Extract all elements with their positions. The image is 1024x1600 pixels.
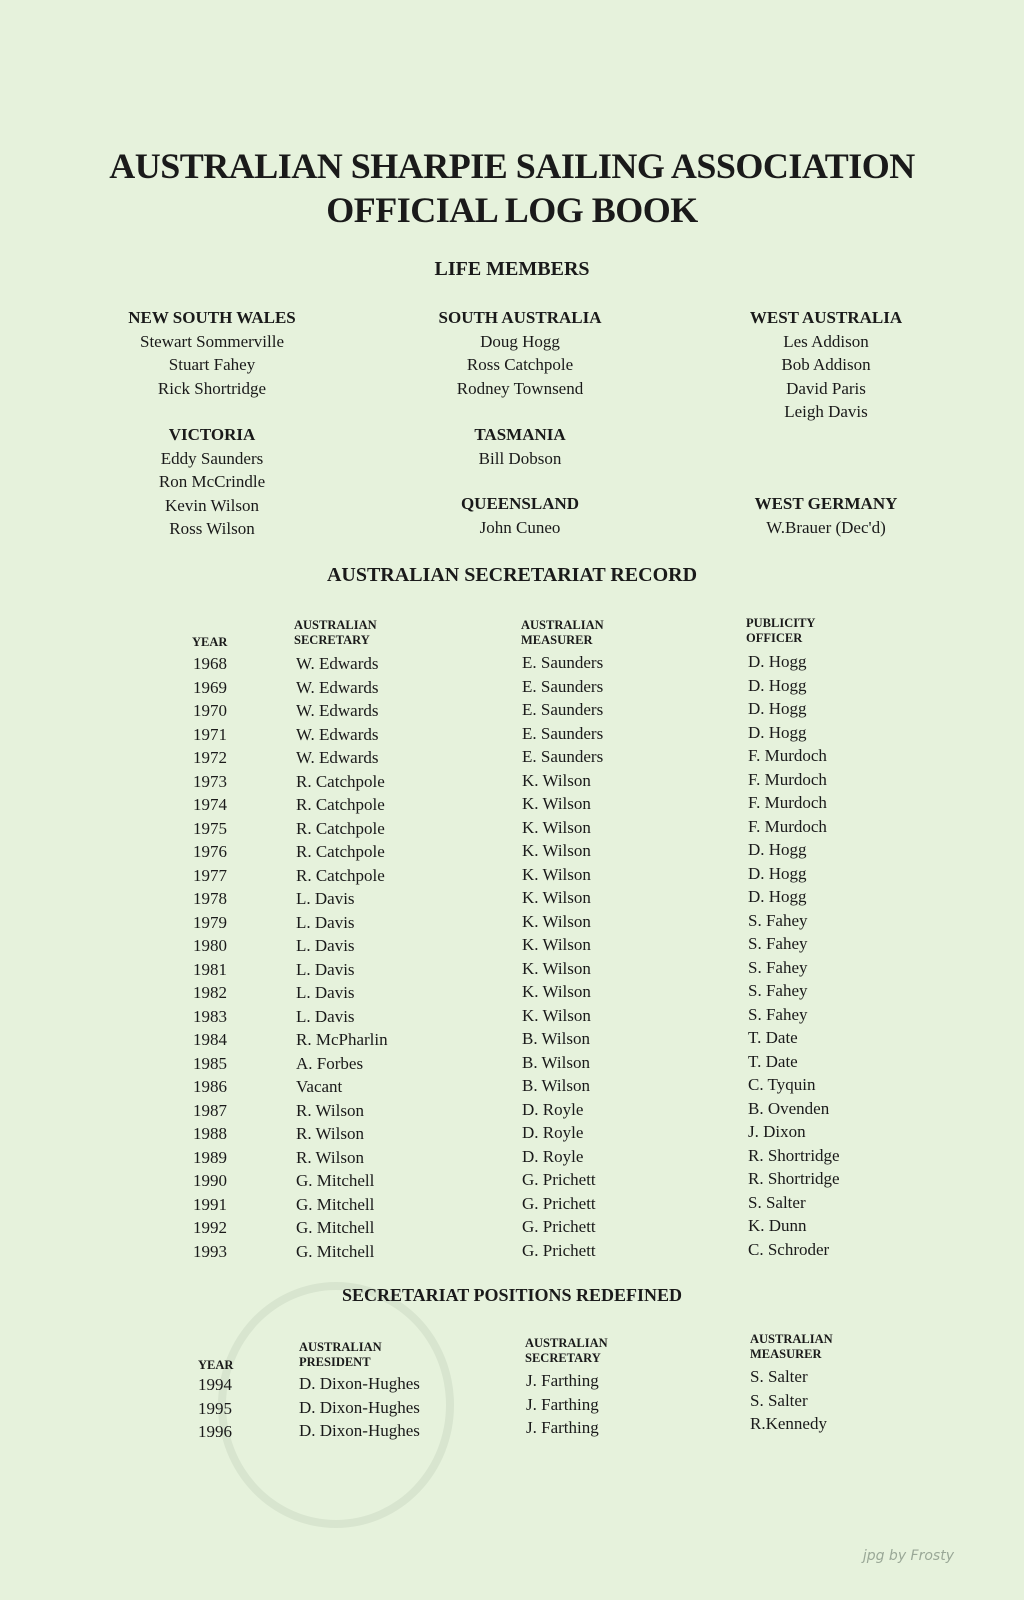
header-line: AUSTRALIAN: [521, 618, 604, 632]
table-cell: K. Wilson: [522, 1005, 591, 1025]
region-name: NEW SOUTH WALES: [128, 308, 296, 327]
table-cell: R. Wilson: [296, 1100, 364, 1120]
table-cell: D. Royle: [522, 1123, 584, 1142]
table-cell: 1985: [193, 1053, 227, 1073]
table-cell: R. Wilson: [296, 1124, 364, 1143]
table-cell: D. Royle: [522, 1099, 584, 1119]
col-secretaries-redefined: [526, 1369, 599, 1440]
table-cell: R.Kennedy: [750, 1414, 827, 1433]
table-cell: 1991: [193, 1194, 227, 1214]
table-cell: B. Wilson: [522, 1029, 590, 1048]
table-cell: R. McPharlin: [296, 1030, 388, 1049]
table-cell: R. Catchpole: [296, 865, 385, 885]
table-cell: D. Royle: [522, 1146, 584, 1166]
table-cell: G. Mitchell: [296, 1194, 375, 1214]
table-cell: 1973: [193, 771, 227, 791]
col-measurers-redefined: [750, 1365, 827, 1436]
table-cell: K. Dunn: [748, 1216, 807, 1235]
table-cell: D. Dixon-Hughes: [299, 1397, 420, 1417]
header-line: MEASURER: [750, 1347, 822, 1361]
member: Bill Dobson: [478, 448, 562, 468]
col-measurers: [522, 651, 603, 1262]
table-cell: 1983: [193, 1006, 227, 1026]
table-cell: R. Catchpole: [296, 771, 385, 791]
table-cell: G. Prichett: [522, 1217, 596, 1236]
table-cell: Vacant: [296, 1077, 343, 1096]
table-cell: L. Davis: [296, 936, 355, 955]
table-cell: J. Farthing: [526, 1418, 599, 1437]
col-publicity: [748, 650, 840, 1261]
table-cell: 1979: [193, 912, 227, 932]
table-cell: S. Fahey: [748, 910, 808, 930]
table-cell: 1970: [193, 701, 227, 720]
table-cell: G. Mitchell: [296, 1241, 375, 1261]
table-cell: T. Date: [748, 1028, 798, 1047]
col-header-measurer: [750, 1332, 833, 1362]
table-cell: G. Prichett: [522, 1170, 596, 1189]
member: Ross Wilson: [169, 519, 255, 538]
table-cell: A. Forbes: [296, 1053, 364, 1073]
table-cell: K. Wilson: [522, 864, 591, 884]
table-cell: W. Edwards: [296, 677, 379, 697]
table-cell: 1989: [193, 1147, 227, 1167]
member: Stuart Fahey: [168, 355, 256, 374]
table-cell: 1978: [193, 889, 227, 908]
region-name: QUEENSLAND: [460, 494, 580, 513]
table-cell: W. Edwards: [296, 724, 379, 744]
member: Stewart Sommerville: [139, 331, 284, 351]
col-years: [193, 652, 227, 1263]
table-cell: 1980: [193, 936, 227, 955]
table-cell: S. Fahey: [748, 934, 808, 953]
table-cell: J. Farthing: [526, 1394, 599, 1414]
table-cell: D. Hogg: [748, 863, 807, 883]
region-name: VICTORIA: [168, 425, 256, 444]
table-cell: J. Dixon: [748, 1122, 806, 1141]
table-cell: 1995: [198, 1398, 232, 1418]
col-header-year: YEAR: [198, 1358, 234, 1372]
secretariat-heading: AUSTRALIAN SECRETARIAT RECORD: [326, 564, 698, 586]
table-cell: F. Murdoch: [748, 746, 827, 765]
title-line-2: OFFICIAL LOG BOOK: [326, 190, 698, 230]
table-cell: E. Saunders: [522, 747, 604, 766]
table-cell: S. Fahey: [748, 981, 808, 1000]
header-line: MEASURER: [521, 633, 593, 647]
table-cell: S. Fahey: [748, 1004, 808, 1024]
table-cell: D. Dixon-Hughes: [299, 1374, 420, 1393]
header-line: AUSTRALIAN: [750, 1332, 833, 1346]
col-secretaries: [296, 652, 388, 1263]
table-cell: E. Saunders: [522, 653, 604, 672]
table-cell: W. Edwards: [296, 748, 379, 767]
table-cell: B. Ovenden: [748, 1098, 830, 1118]
table-cell: F. Murdoch: [748, 793, 827, 812]
table-cell: K. Wilson: [522, 982, 591, 1001]
table-cell: 1988: [193, 1124, 227, 1143]
table-cell: 1996: [198, 1422, 232, 1441]
table-cell: W. Edwards: [296, 654, 379, 673]
header-line: PRESIDENT: [299, 1355, 371, 1369]
table-cell: C. Schroder: [748, 1239, 830, 1259]
table-cell: D. Hogg: [748, 675, 807, 695]
table-cell: S. Salter: [750, 1390, 808, 1410]
table-cell: 1974: [193, 795, 227, 814]
member: Rodney Townsend: [456, 378, 584, 398]
table-cell: 1994: [198, 1375, 232, 1394]
region-wg: [706, 492, 946, 539]
redefined-heading: SECRETARIAT POSITIONS REDEFINED: [341, 1285, 683, 1305]
member: Les Addison: [783, 331, 869, 351]
table-cell: D. Hogg: [748, 652, 807, 671]
table-cell: E. Saunders: [522, 700, 604, 719]
table-cell: E. Saunders: [522, 723, 604, 743]
table-cell: 1976: [193, 842, 227, 861]
table-cell: F. Murdoch: [748, 769, 827, 789]
table-cell: J. Farthing: [526, 1371, 599, 1390]
region-name: TASMANIA: [474, 425, 566, 444]
table-cell: G. Prichett: [522, 1193, 596, 1213]
member: Doug Hogg: [480, 331, 560, 351]
member: Rick Shortridge: [157, 378, 267, 398]
col-header-secretary: [294, 618, 377, 648]
table-cell: G. Mitchell: [296, 1218, 375, 1237]
table-cell: K. Wilson: [522, 958, 591, 978]
table-cell: K. Wilson: [522, 935, 591, 954]
table-cell: G. Prichett: [522, 1240, 596, 1260]
member: Bob Addison: [781, 355, 871, 374]
table-cell: 1987: [193, 1100, 227, 1120]
header-line: SECRETARY: [525, 1351, 601, 1365]
region-name: WEST GERMANY: [754, 494, 898, 513]
table-cell: B. Wilson: [522, 1052, 590, 1072]
table-cell: S. Salter: [748, 1192, 806, 1212]
table-cell: K. Wilson: [522, 911, 591, 931]
table-cell: C. Tyquin: [748, 1075, 816, 1094]
member: Eddy Saunders: [160, 448, 264, 468]
table-cell: 1992: [193, 1218, 227, 1237]
table-cell: K. Wilson: [522, 888, 591, 907]
table-cell: 1975: [193, 818, 227, 838]
table-cell: E. Saunders: [522, 676, 604, 696]
table-cell: T. Date: [748, 1051, 798, 1071]
table-cell: K. Wilson: [522, 770, 591, 790]
col-header-secretary: [525, 1336, 608, 1366]
table-cell: G. Mitchell: [296, 1171, 375, 1190]
member: Kevin Wilson: [165, 495, 259, 515]
table-cell: R. Catchpole: [296, 842, 385, 861]
region-vic: [92, 423, 332, 541]
table-cell: R. Shortridge: [748, 1145, 840, 1165]
title-line-1: AUSTRALIAN SHARPIE SAILING ASSOCIATION: [109, 146, 915, 186]
table-cell: K. Wilson: [522, 817, 591, 837]
table-cell: D. Hogg: [748, 722, 807, 742]
member: Ron McCrindle: [158, 472, 266, 491]
table-cell: R. Catchpole: [296, 818, 385, 838]
member: John Cuneo: [479, 517, 561, 537]
table-cell: L. Davis: [296, 912, 355, 932]
life-members-heading: LIFE MEMBERS: [434, 258, 590, 280]
table-cell: K. Wilson: [522, 794, 591, 813]
credit-text: jpg by Frosty: [862, 1548, 954, 1564]
header-line: AUSTRALIAN: [299, 1340, 382, 1354]
table-cell: R. Wilson: [296, 1147, 364, 1167]
col-presidents: [299, 1372, 420, 1443]
table-cell: 1972: [193, 748, 227, 767]
table-cell: S. Fahey: [748, 957, 808, 977]
col-header-publicity: [746, 616, 815, 646]
table-cell: S. Salter: [750, 1367, 808, 1386]
member: W.Brauer (Dec'd): [766, 517, 886, 537]
region-nsw: [92, 306, 332, 400]
table-cell: 1990: [193, 1171, 227, 1190]
region-tas: [400, 423, 640, 470]
table-cell: D. Hogg: [748, 699, 807, 718]
header-line: AUSTRALIAN: [525, 1336, 608, 1350]
table-cell: D. Dixon-Hughes: [299, 1421, 420, 1440]
header-line: OFFICER: [746, 631, 803, 645]
col-header-measurer: [521, 618, 604, 648]
table-cell: K. Wilson: [522, 841, 591, 860]
col-years-redefined: [198, 1373, 232, 1444]
col-header-president: [299, 1340, 382, 1370]
header-line: AUSTRALIAN: [294, 618, 377, 632]
table-cell: D. Hogg: [748, 840, 807, 859]
header-line: SECRETARY: [294, 633, 370, 647]
table-cell: 1981: [193, 959, 227, 979]
member: Leigh Davis: [784, 402, 868, 421]
table-cell: 1984: [193, 1030, 227, 1049]
region-sa: [400, 306, 640, 400]
table-cell: R. Shortridge: [748, 1169, 840, 1188]
table-cell: 1993: [193, 1241, 227, 1261]
col-header-year: YEAR: [192, 635, 228, 649]
table-cell: 1968: [193, 654, 227, 673]
table-cell: W. Edwards: [296, 701, 379, 720]
member: Ross Catchpole: [466, 355, 574, 374]
table-cell: 1971: [193, 724, 227, 744]
table-cell: R. Catchpole: [296, 795, 385, 814]
member: David Paris: [786, 378, 866, 398]
region-name: WEST AUSTRALIA: [749, 308, 903, 327]
table-cell: F. Murdoch: [748, 816, 827, 836]
table-cell: L. Davis: [296, 889, 355, 908]
table-cell: B. Wilson: [522, 1076, 590, 1095]
table-cell: L. Davis: [296, 1006, 355, 1026]
table-cell: 1982: [193, 983, 227, 1002]
table-cell: 1969: [193, 677, 227, 697]
header-line: PUBLICITY: [746, 616, 816, 630]
region-qld: [400, 492, 640, 539]
table-cell: 1977: [193, 865, 227, 885]
table-cell: 1986: [193, 1077, 227, 1096]
region-wa: [706, 306, 946, 424]
table-cell: L. Davis: [296, 959, 355, 979]
region-name: SOUTH AUSTRALIA: [438, 308, 602, 327]
table-cell: D. Hogg: [748, 887, 807, 906]
table-cell: L. Davis: [296, 983, 355, 1002]
